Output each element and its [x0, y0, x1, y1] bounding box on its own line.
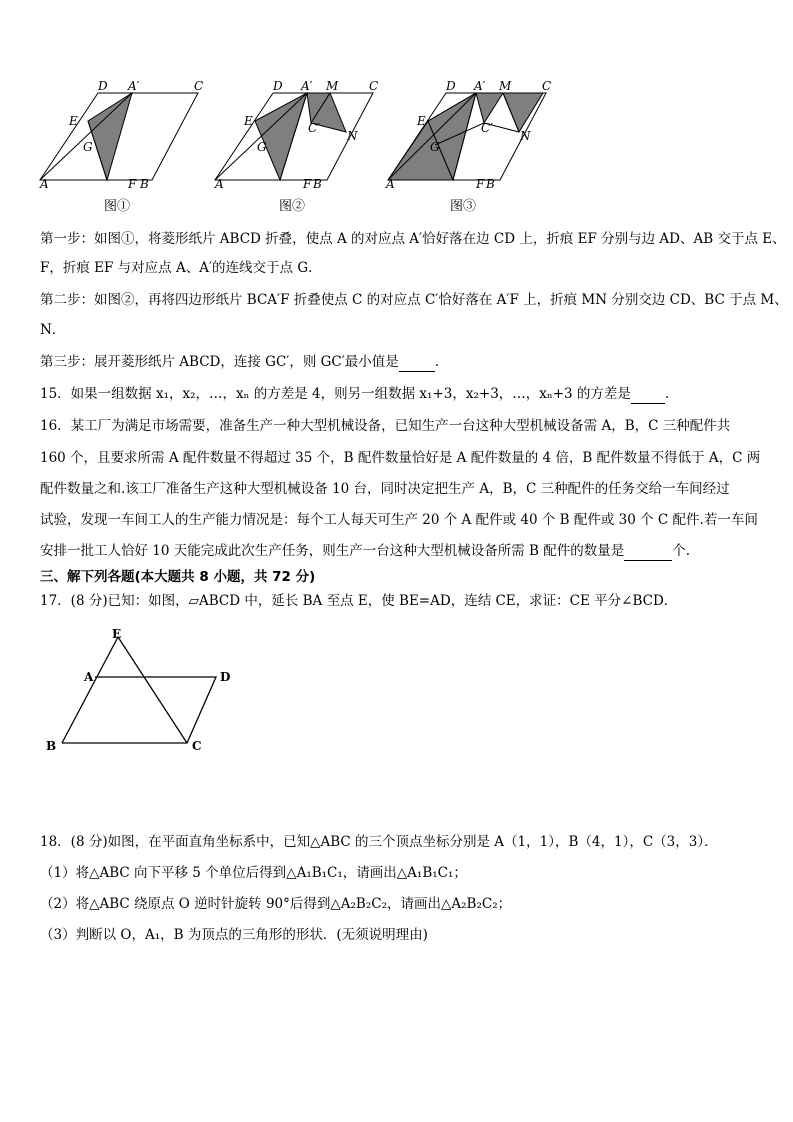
figure-17-diagram	[40, 625, 250, 760]
problem-18-part2: （2）将△ABC 绕原点 O 逆时针旋转 90°后得到△A₂B₂C₂，请画出△A₂B₂C₂；	[40, 896, 512, 912]
label-A: A	[386, 177, 395, 191]
problem-16-line5	[40, 542, 770, 561]
problem-14-step1-line2: F，折痕 EF 与对应点 A、A′的连线交于点 G．	[40, 260, 322, 276]
label-A-prime: A′	[301, 79, 313, 93]
label-C-prime: C′	[481, 121, 493, 135]
problem-18-intro: 18．(8 分)如图，在平面直角坐标系中，已知△ABC 的三个顶点坐标分别是 A（1，1），B（4，1），C（3，3）．	[40, 834, 718, 850]
problem-16-line5-end: 个.	[672, 543, 691, 559]
label-E: E	[244, 114, 253, 128]
label-B: B	[140, 177, 149, 191]
section-3-title: 三、解下列各题(本大题共 8 小题，共 72 分)	[40, 569, 316, 585]
label-E: E	[417, 114, 426, 128]
label-E: E	[112, 627, 122, 641]
problem-16-line3: 配件数量之和.该工厂准备生产这种大型机械设备 10 台，同时决定把生产 A，B，C 三种配件的任务交给一车间经过	[40, 481, 730, 497]
label-F: F	[128, 177, 137, 191]
label-C: C	[542, 79, 552, 93]
problem-15-end: ．	[664, 386, 679, 402]
problem-15-text: 15．如果一组数据 x₁，x₂，…，xₙ 的方差是 4，则另一组数据 x₁+3，x₂+3，…，xₙ+3 的方差是	[40, 386, 631, 402]
label-E: E	[69, 114, 78, 128]
answer-blank[interactable]	[631, 385, 665, 404]
figure-3-caption: 图③	[450, 199, 477, 214]
problem-16-line2: 160 个，且要求所需 A 配件数量不得超过 35 个，B 配件数量恰好是 A 配件数量的 4 倍，B 配件数量不得低于 A，C 两	[40, 450, 761, 466]
label-B: B	[486, 177, 495, 191]
problem-16-line1: 16．某工厂为满足市场需要，准备生产一种大型机械设备，已知生产一台这种大型机械设备需 A，B，C 三种配件共	[40, 418, 731, 434]
problem-14-step3-end: ．	[434, 354, 449, 370]
label-D: D	[98, 79, 108, 93]
label-M: M	[326, 79, 339, 93]
label-B: B	[313, 177, 322, 191]
problem-14-step3	[40, 353, 770, 372]
answer-blank[interactable]	[399, 353, 435, 372]
figure-17	[40, 625, 250, 760]
label-G: G	[430, 140, 440, 154]
label-C: C	[194, 79, 204, 93]
problem-16-line5-text: 安排一批工人恰好 10 天能完成此次生产任务，则生产一台这种大型机械设备所需 B 配件的数量是	[40, 543, 625, 559]
label-D: D	[220, 670, 231, 684]
figure-3	[378, 75, 558, 220]
label-A: A	[215, 177, 224, 191]
label-D: D	[446, 79, 456, 93]
label-F: F	[303, 177, 312, 191]
label-N: N	[520, 129, 531, 143]
label-C-prime: C′	[308, 121, 320, 135]
problem-14-step2-line2: N．	[40, 322, 66, 338]
problem-14-step3-text: 第三步：展开菱形纸片 ABCD，连接 GC′，则 GC′最小值是	[40, 354, 399, 370]
problem-16-line4: 试验，发现一车间工人的生产能力情况是：每个工人每天可生产 20 个 A 配件或 40 个 B 配件或 30 个 C 配件.若一车间	[40, 512, 758, 528]
problem-14-step2-line1: 第二步：如图②，再将四边形纸片 BCA′F 折叠使点 C 的对应点 C′恰好落在 A′F 上，折痕 MN 分别交边 CD、BC 于点 M、	[40, 292, 788, 308]
label-A: A	[40, 177, 49, 191]
label-D: D	[273, 79, 283, 93]
label-A: A	[84, 670, 94, 684]
problem-14-step1-line1: 第一步：如图①，将菱形纸片 ABCD 折叠，使点 A 的对应点 A′恰好落在边 CD 上，折痕 EF 分别与边 AD、AB 交于点 E、	[40, 231, 786, 247]
figure-1-caption: 图①	[104, 199, 131, 214]
label-F: F	[476, 177, 485, 191]
problem-17-text: 17．(8 分)已知：如图，▱ABCD 中，延长 BA 至点 E，使 BE=AD，连结 CE，求证：CE 平分∠BCD．	[40, 593, 678, 609]
label-C: C	[192, 739, 202, 753]
label-A-prime: A′	[474, 79, 486, 93]
figure-2-caption: 图②	[279, 199, 306, 214]
answer-blank[interactable]	[624, 542, 672, 561]
label-C: C	[369, 79, 379, 93]
label-B: B	[46, 739, 57, 753]
label-N: N	[347, 129, 358, 143]
figure-1	[30, 75, 210, 220]
label-A-prime: A′	[128, 79, 140, 93]
label-G: G	[83, 140, 93, 154]
label-G: G	[257, 140, 267, 154]
problem-18-part3: （3）判断以 O，A₁，B 为顶点的三角形的形状．(无须说明理由)	[40, 927, 428, 943]
problem-18-part1: （1）将△ABC 向下平移 5 个单位后得到△A₁B₁C₁，请画出△A₁B₁C₁；	[40, 865, 467, 881]
label-M: M	[499, 79, 512, 93]
problem-15	[40, 385, 770, 404]
figure-2	[205, 75, 385, 220]
